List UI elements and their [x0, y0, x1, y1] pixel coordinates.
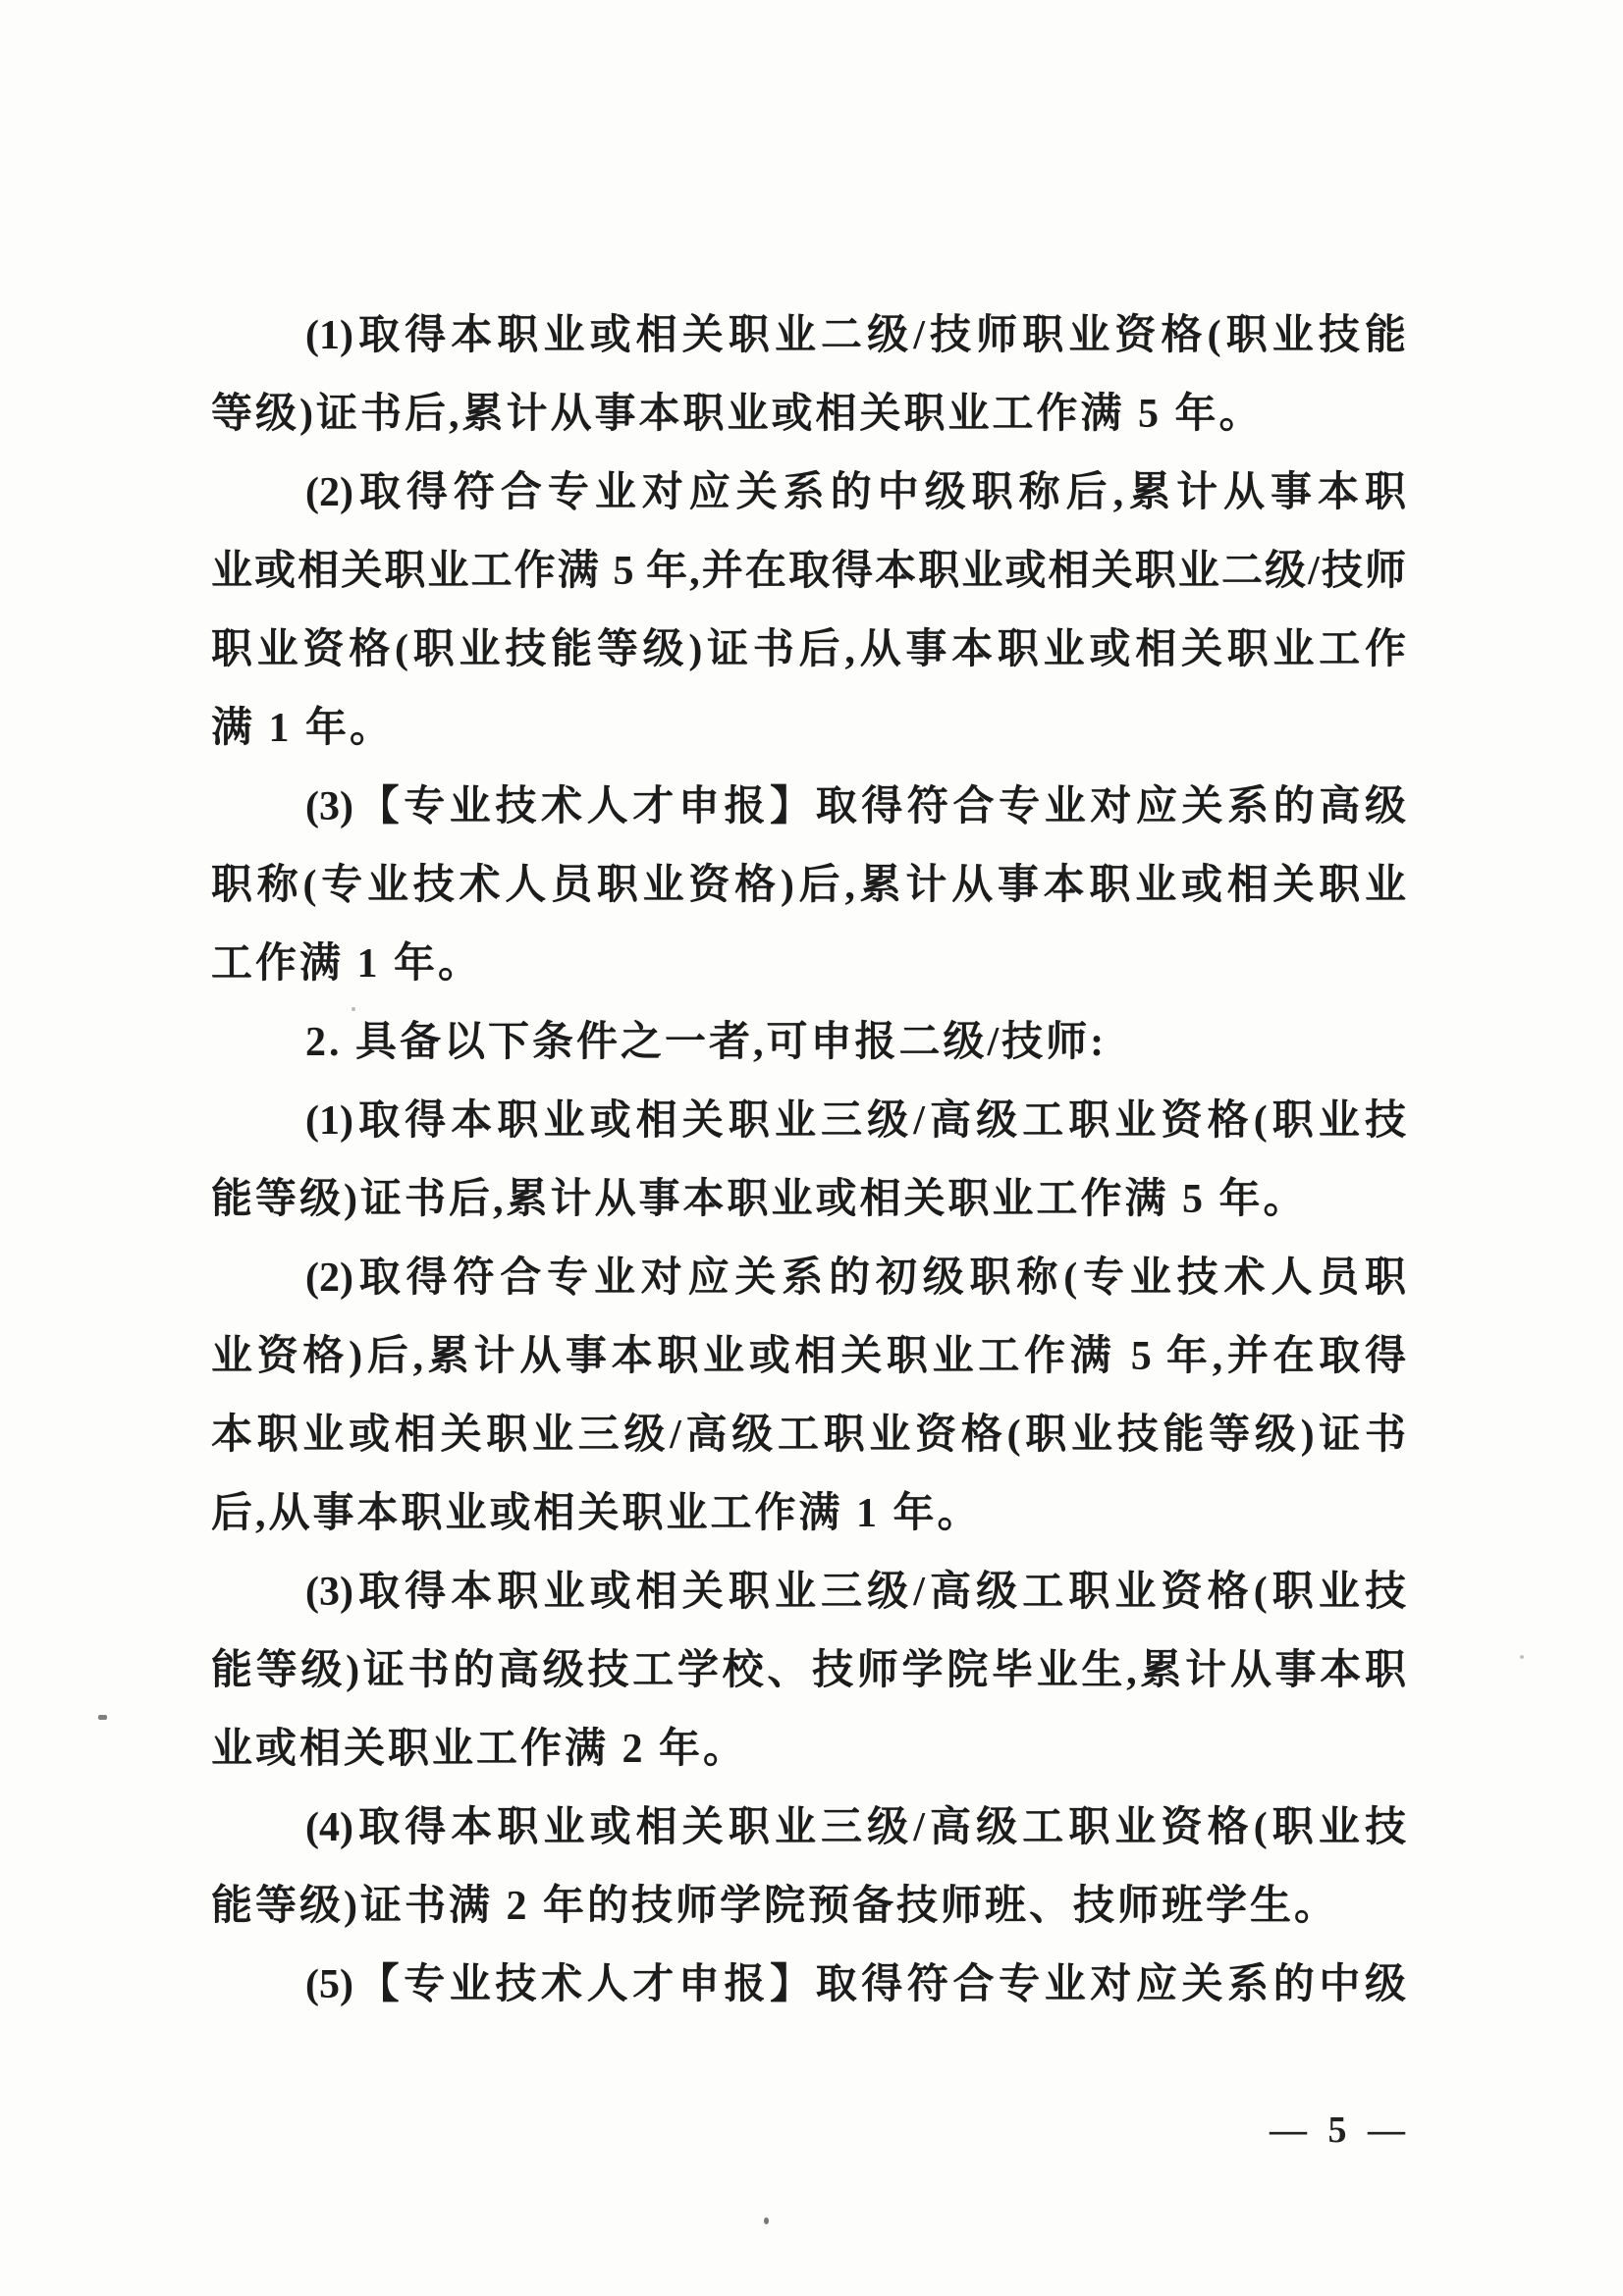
text-line: (2)取得符合专业对应关系的初级职称(专业技术人员职 [305, 1255, 1406, 1301]
page-number: — 5 — [1270, 2109, 1411, 2151]
list-item-marker: (5) [305, 1962, 353, 2007]
bold-bracket-phrase: 【专业技术人才申报】 [352, 784, 816, 829]
text-line: 职称(专业技术人员职业资格)后,累计从事本职业或相关职业 [211, 863, 1406, 908]
line-text: 取得符合专业对应关系的中级 [815, 1962, 1406, 2007]
text-line: 业资格)后,累计从事本职业或相关职业工作满 5 年,并在取得 [211, 1334, 1406, 1379]
list-item-marker: (3) [305, 784, 353, 829]
text-line: 能等级)证书的高级技工学校、技师学院毕业生,累计从事本职 [211, 1648, 1406, 1693]
text-line: (3)取得本职业或相关职业三级/高级工职业资格(职业技 [305, 1570, 1406, 1615]
scan-speck [352, 1007, 355, 1011]
scan-speck [98, 1715, 107, 1720]
text-line [211, 1946, 1406, 2024]
document-text-column [211, 296, 1406, 2024]
bold-bracket-phrase: 【专业技术人才申报】 [352, 1962, 816, 2007]
text-line: 后,从事本职业或相关职业工作满 1 年。 [211, 1491, 982, 1536]
text-line: 工作满 1 年。 [211, 941, 483, 987]
scan-speck [764, 2217, 769, 2224]
text-line: (2)取得符合专业对应关系的中级职称后,累计从事本职 [305, 470, 1406, 515]
text-line: (4)取得本职业或相关职业三级/高级工职业资格(职业技 [305, 1805, 1406, 1850]
text-line: 等级)证书后,累计从事本职业或相关职业工作满 5 年。 [211, 392, 1264, 437]
text-line: 业或相关职业工作满 2 年。 [211, 1727, 748, 1772]
text-line: 业或相关职业工作满 5 年,并在取得本职业或相关职业二级/技师 [211, 549, 1406, 594]
scan-speck [1166, 1600, 1170, 1605]
text-line: 本职业或相关职业三级/高级工职业资格(职业技能等级)证书 [211, 1413, 1406, 1458]
line-text: 取得符合专业对应关系的高级 [815, 784, 1406, 829]
text-line: 能等级)证书后,累计从事本职业或相关职业工作满 5 年。 [211, 1177, 1308, 1222]
text-line: 满 1 年。 [211, 706, 395, 751]
text-line: 职业资格(职业技能等级)证书后,从事本职业或相关职业工作 [211, 627, 1406, 672]
text-line [211, 768, 1406, 846]
text-line: 2. 具备以下条件之一者,可申报二级/技师: [305, 1020, 1108, 1065]
text-line: (1)取得本职业或相关职业三级/高级工职业资格(职业技 [305, 1098, 1406, 1144]
text-line: 能等级)证书满 2 年的技师学院预备技师班、技师班学生。 [211, 1884, 1338, 1929]
scan-speck [1520, 1655, 1524, 1659]
text-line: (1)取得本职业或相关职业二级/技师职业资格(职业技能 [305, 313, 1406, 358]
